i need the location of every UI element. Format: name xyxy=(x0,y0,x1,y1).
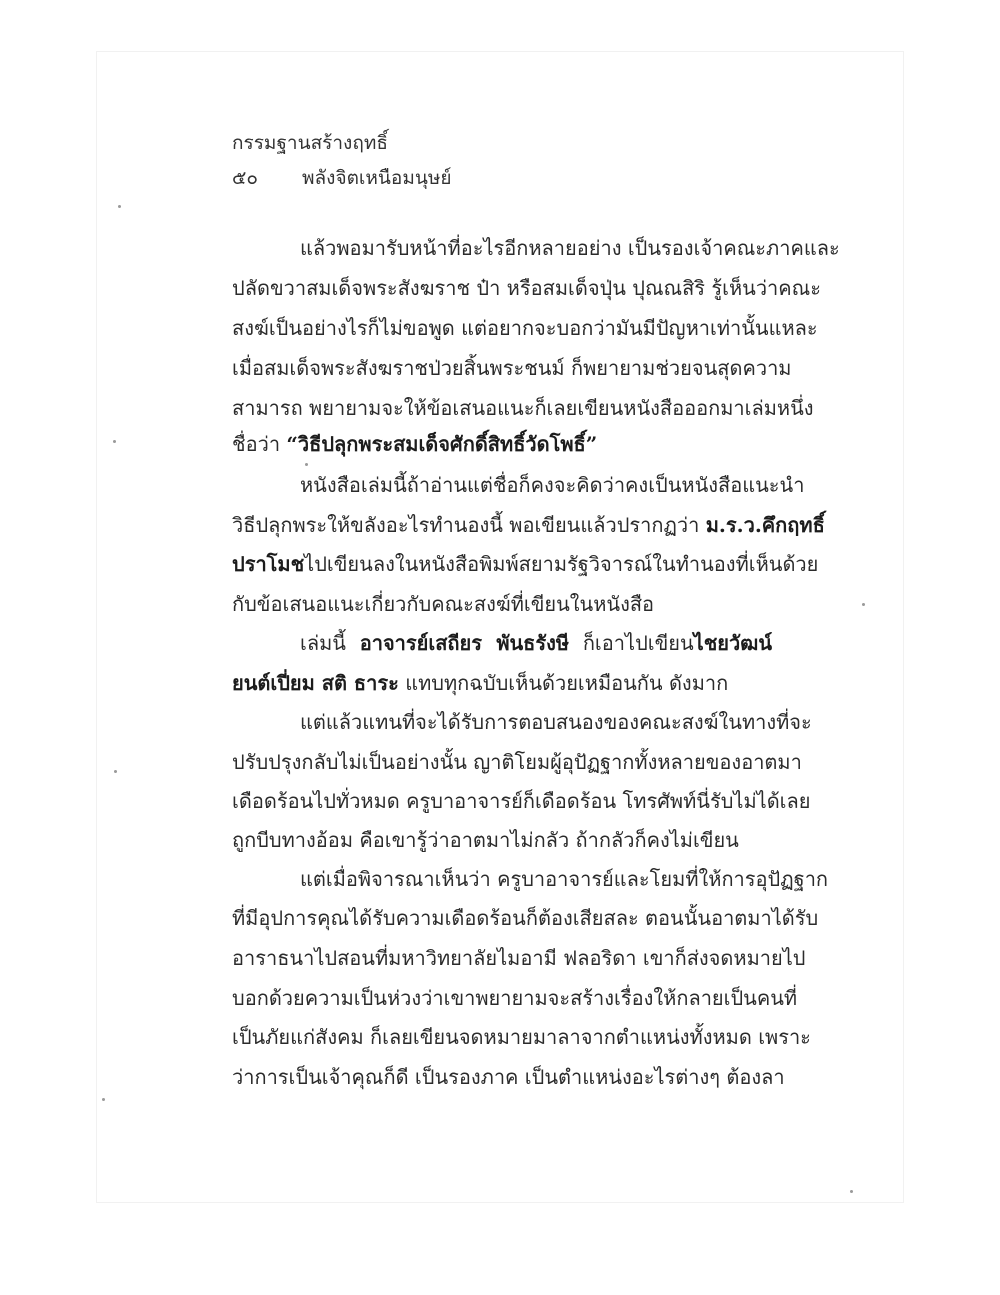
body-line: สงฆ์เป็นอย่างไรก็ไม่ขอพูด แต่อยากจะบอกว่ามันมีปัญหาเท่านั้นแหละ xyxy=(232,316,818,340)
scan-speck xyxy=(850,1190,853,1193)
body-line: หนังสือเล่มนี้ถ้าอ่านแต่ชื่อก็คงจะคิดว่าคงเป็นหนังสือแนะนำ xyxy=(300,473,805,497)
body-line: ปราโมชไปเขียนลงในหนังสือพิมพ์สยามรัฐวิจารณ์ในทำนองที่เห็นด้วย xyxy=(232,552,819,576)
body-line: ที่มีอุปการคุณได้รับความเดือดร้อนก็ต้องเสียสละ ตอนนั้นอาตมาได้รับ xyxy=(232,906,819,930)
body-line: ยนต์เปี่ยม สติ ธาระ แทบทุกฉบับเห็นด้วยเหมือนกัน ดังมาก xyxy=(232,671,729,695)
body-line: แต่เมื่อพิจารณาเห็นว่า ครูบาอาจารย์และโยมที่ให้การอุปัฏฐาก xyxy=(300,867,829,891)
body-line: ปลัดขวาสมเด็จพระสังฆราช ป๋า หรือสมเด็จปุ่น ปุณณสิริ รู้เห็นว่าคณะ xyxy=(232,276,821,300)
scan-speck xyxy=(113,440,116,443)
body-line: ถูกบีบทางอ้อม คือเขารู้ว่าอาตมาไม่กลัว ถ้ากลัวก็คงไม่เขียน xyxy=(232,828,739,852)
scan-speck xyxy=(102,1098,105,1101)
body-line: แต่แล้วแทนที่จะได้รับการตอบสนองของคณะสงฆ์ในทางที่จะ xyxy=(300,710,812,734)
body-line: แล้วพอมารับหน้าที่อะไรอีกหลายอย่าง เป็นรองเจ้าคณะภาคและ xyxy=(300,236,840,260)
book-title-emphasis: “วิธีปลุกพระสมเด็จศักดิ์สิทธิ์วัดโพธิ์” xyxy=(286,432,598,456)
name-emphasis: ม.ร.ว.คึกฤทธิ์ xyxy=(705,513,825,537)
body-line: กับข้อเสนอแนะเกี่ยวกับคณะสงฆ์ที่เขียนในหนังสือ xyxy=(232,592,655,616)
body-line: สามารถ พยายามจะให้ข้อเสนอแนะก็เลยเขียนหนังสือออกมาเล่มหนึ่ง xyxy=(232,396,814,420)
body-line: ปรับปรุงกลับไม่เป็นอย่างนั้น ญาติโยมผู้อุปัฏฐากทั้งหลายของอาตมา xyxy=(232,750,802,774)
body-line: เดือดร้อนไปทั่วหมด ครูบาอาจารย์ก็เดือดร้อน โทรศัพท์นี่รับไม่ได้เลย xyxy=(232,789,811,813)
running-header-subtitle-line xyxy=(232,163,452,193)
scan-speck xyxy=(305,463,308,466)
page-number: ๕๐ xyxy=(232,167,258,189)
name-emphasis: ยนต์เปี่ยม สติ ธาระ xyxy=(232,671,399,695)
scan-speck xyxy=(114,770,117,773)
body-line: เมื่อสมเด็จพระสังฆราชป่วยสิ้นพระชนม์ ก็พยายามช่วยจนสุดความ xyxy=(232,356,792,380)
scan-speck xyxy=(862,603,865,606)
name-emphasis: อาจารย์เสถียร พันธรังษี xyxy=(359,631,570,655)
body-line: ว่าการเป็นเจ้าคุณก็ดี เป็นรองภาค เป็นตำแหน่งอะไรต่างๆ ต้องลา xyxy=(232,1065,785,1089)
body-line: เป็นภัยแก่สังคม ก็เลยเขียนจดหมายมาลาจากตำแหน่งทั้งหมด เพราะ xyxy=(232,1025,811,1049)
scan-speck xyxy=(118,205,121,208)
name-emphasis: ไชยวัฒน์ xyxy=(693,631,772,655)
body-line: บอกด้วยความเป็นห่วงว่าเขาพยายามจะสร้างเรื่องให้กลายเป็นคนที่ xyxy=(232,986,798,1010)
body-line: อาราธนาไปสอนที่มหาวิทยาลัยไมอามี ฟลอริดา เขาก็ส่งจดหมายไป xyxy=(232,946,806,970)
running-header-subtitle: พลังจิตเหนือมนุษย์ xyxy=(302,167,452,189)
name-emphasis: ปราโมช xyxy=(232,552,305,576)
body-line: วิธีปลุกพระให้ขลังอะไรทำนองนี้ พอเขียนแล้วปรากฏว่า ม.ร.ว.คึกฤทธิ์ xyxy=(232,513,825,537)
running-header-title: กรรมฐานสร้างฤทธิ์ xyxy=(232,132,388,154)
body-line: ชื่อว่า “วิธีปลุกพระสมเด็จศักดิ์สิทธิ์วัดโพธิ์” xyxy=(232,432,598,456)
body-line: เล่มนี้ อาจารย์เสถียร พันธรังษี ก็เอาไปเขียนไชยวัฒน์ xyxy=(300,631,772,655)
